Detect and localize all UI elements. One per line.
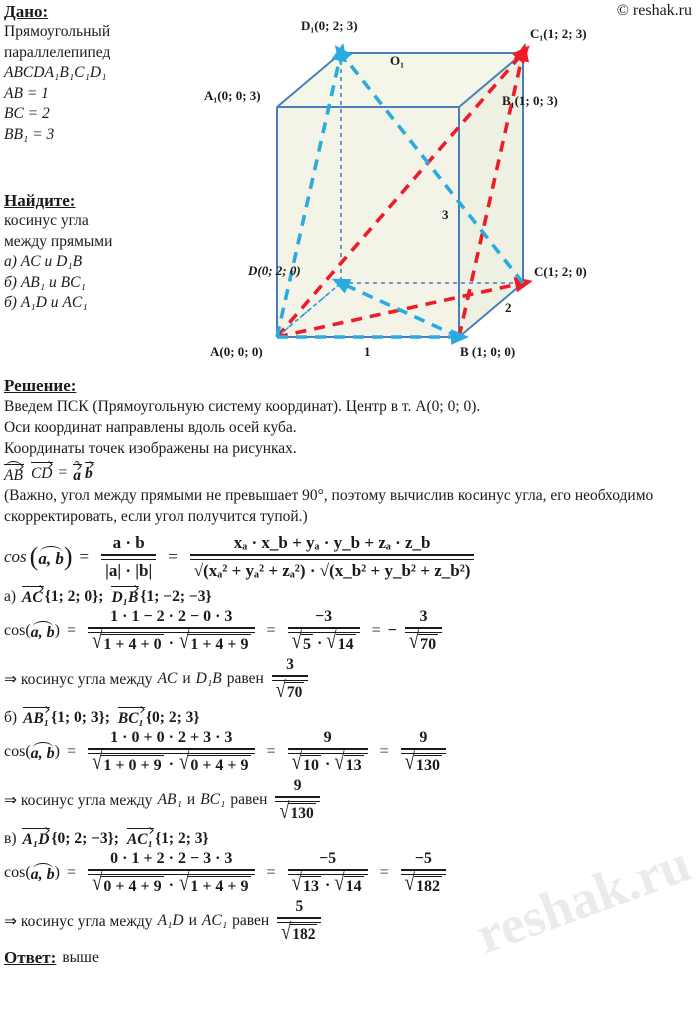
cosine-formula: cos ( a, b ) = a · b |a| · |b| = xₐ · x_b + yₐ · y_b + zₐ · z_b √(xₐ² + yₐ² + zₐ²) · √(x_b² + y_b² + z_b²) [4,533,700,581]
vector-2-name: BC₁ [118,707,144,728]
fraction-step-2 [288,608,360,654]
vector-a-symbol: a [73,464,81,485]
result-sqrt: √ 182 [404,869,441,896]
vector-angle-equation [4,460,700,485]
step2-numerator: −3 [315,608,333,625]
fraction-result [405,608,442,654]
given-heading: Дано: [4,2,49,21]
vector-1-coords: {1; 0; 3}; [51,708,110,726]
answer-numerator: 9 [293,777,302,794]
edge-length-bc: 2 [505,300,512,315]
answer-sqrt: √ 130 [279,798,314,823]
solution-heading: Решение: [4,376,77,395]
find-heading: Найдите: [4,191,76,210]
sqrt-right: √ 13 [334,748,362,775]
conclusion-suffix: равен [226,670,264,687]
formula-args: a, b [31,862,55,884]
numerator: 1 · 1 − 2 · 2 − 0 · 3 [110,608,233,625]
conclusion-and: и [182,670,191,687]
formula-eq2: = [168,547,178,566]
sqrt-right: √ 1 + 4 + 9 [178,627,249,654]
sqrt-left: √ 1 + 0 + 9 [92,748,162,775]
answer-sqrt: √ 182 [281,919,316,944]
part-2-vectors [4,828,700,849]
step2-denominator: √ 10 · √ 13 [291,748,362,775]
sqrt-left: √ 13 [291,869,319,896]
part-0-conclusion [4,656,700,702]
given-line: AB = 1 [4,84,49,102]
formula-args: a, b [31,620,55,642]
parallelepiped-svg [200,0,700,375]
sqrt-left: √ 0 + 4 + 9 [92,869,162,896]
parallelepiped-figure [200,0,700,375]
result-numerator: 3 [419,608,428,625]
sqrt-right: √ 0 + 4 + 9 [178,748,249,775]
result-numerator: −5 [414,850,432,867]
answer-text: выше [62,949,99,966]
vector-1-name: A₁D [22,828,49,849]
vertex-label-C: C(1; 2; 0) [534,264,587,279]
result-sign: − [387,622,397,639]
equals-sign: = [58,463,68,481]
fraction-step-2 [288,850,368,896]
solution-line: Введем ПСК (Прямоугольную систему координат). Центр в т. A(0; 0; 0). [4,398,481,415]
vertex-label-D: D(0; 2; 0) [248,263,301,278]
conclusion-prefix: ⇒ косинус угла между [4,912,153,930]
conclusion-vector-1: AC [157,670,178,687]
vertex-label-C1: C₁(1; 2; 3) [530,26,587,41]
vector-2-coords: {0; 2; 3} [145,708,200,726]
fraction-step-1 [88,729,255,775]
given-line: BB₁ = 3 [4,125,55,143]
cos-label: cos [4,622,26,639]
find-line: косинус угла [4,212,89,229]
part-1-vectors [4,707,700,728]
part-letter: в) [4,829,17,847]
find-item-b: б) AB₁ и BC₁ [4,273,86,291]
result-sqrt: √ 130 [404,748,441,775]
step2-numerator: 9 [323,729,332,746]
conclusion-prefix: ⇒ косинус угла между [4,791,153,809]
denominator: √ 1 + 0 + 9 · √ 0 + 4 + 9 [92,748,249,775]
vector-2-coords: {1; −2; −3} [140,587,212,605]
cos-label: cos [4,547,27,566]
part-0-vectors [4,586,700,607]
vector-1-name: AB₁ [23,707,49,728]
solution-line: Оси координат направлены вдоль осей куба. [4,419,297,436]
solution-parts [4,586,700,944]
answer-numerator: 5 [295,898,304,915]
step2-denominator: √ 5 · √ 14 [291,627,354,654]
formula-num1: a · b [112,533,145,552]
conclusion-vector-2: BC₁ [200,791,226,808]
important-note: (Важно, угол между прямыми не превышает 90°, поэтому вычислив косинус угла, его необходимо скорректировать, если угол получится тупой.) [4,487,654,525]
vertex-label-O1: O₁ [390,53,405,68]
step2-denominator: √ 13 · √ 14 [291,869,362,896]
vector-CD-symbol: CD [31,462,53,483]
cos-label: cos [4,743,26,760]
fraction-result [401,729,446,775]
conclusion-and: и [188,912,197,929]
given-line: ABCDA₁B₁C₁D₁ [4,64,107,81]
part-letter: б) [4,708,18,726]
vector-1-name: AC [22,586,43,607]
result-sqrt: √ 70 [408,627,437,654]
vector-2-name: D₁B [111,586,138,607]
step2-numerator: −5 [319,850,337,867]
sqrt-left: √ 10 [291,748,319,775]
vector-1-coords: {0; 2; −3}; [51,829,119,847]
formula-eq1: = [79,547,90,566]
conclusion-vector-2: D₁B [195,670,222,687]
answer-numerator: 3 [286,656,294,673]
conclusion-suffix: равен [232,912,270,929]
part-letter: а) [4,587,17,605]
vector-AB-symbol: AB [4,464,23,485]
sqrt-right: √ 14 [326,627,354,654]
vertex-label-D1: D₁(0; 2; 3) [301,18,358,33]
conclusion-vector-1: A₁D [157,912,184,929]
sqrt-left: √ 5 [291,627,311,654]
fraction-answer [272,656,309,702]
given-line: BC = 2 [4,105,50,122]
fraction-result [401,850,446,896]
answer-heading: Ответ: [4,948,57,967]
find-line: между прямыми [4,232,113,250]
formula-args: a, b [31,741,55,763]
find-block [4,191,204,314]
watermark-text: reshak.ru [468,832,699,966]
conclusion-suffix: равен [230,791,268,808]
vertex-label-B: B (1; 0; 0) [460,344,516,359]
conclusion-and: и [186,791,196,808]
part-2-equation: cos ( a, b ) = 0 · 1 + 2 · 2 − 3 · 3 √ 0 + 4 + 9 · √ 1 + 4 + 9 = −5 √ 13 · √ 14 = −5 √ 182 [4,850,700,896]
answer-sqrt: √ 70 [275,677,303,702]
edge-length-bb1: 3 [442,207,449,222]
vector-b-symbol: b [85,462,93,483]
vector-1-coords: {1; 2; 0}; [44,587,104,605]
vertex-label-B1: B₁(1; 0; 3) [502,93,558,108]
find-item-c: б) A₁D и AC₁ [4,294,88,311]
sqrt-right: √ 1 + 4 + 9 [178,869,249,896]
conclusion-vector-2: AC₁ [201,912,228,929]
given-block [4,2,204,145]
fraction-answer [275,777,319,823]
copyright-notice: © reshak.ru [616,2,692,19]
part-2-conclusion [4,898,700,944]
solution-block [4,376,700,968]
vector-2-name: AC₁ [127,828,153,849]
vertex-label-A: A(0; 0; 0) [210,344,263,359]
result-numerator: 9 [419,729,428,746]
solution-line: Координаты точек изображены на рисунках. [4,440,297,457]
formula-args: a, b [38,545,64,569]
fraction-answer [277,898,321,944]
conclusion-prefix: ⇒ косинус угла между [4,670,153,688]
part-1-conclusion [4,777,700,823]
part-1-equation: cos ( a, b ) = 1 · 0 + 0 · 2 + 3 · 3 √ 1 + 0 + 9 · √ 0 + 4 + 9 = 9 √ 10 · √ 13 = 9 √ 130 [4,729,700,775]
fraction-step-1 [88,850,255,896]
numerator: 1 · 0 + 0 · 2 + 3 · 3 [110,729,233,746]
edge-length-ab: 1 [364,344,371,359]
given-line: Прямоугольный [4,23,111,40]
vertex-label-A1: A₁(0; 0; 3) [204,88,261,103]
formula-num2: xₐ · x_b + yₐ · y_b + zₐ · z_b [233,533,431,552]
given-line: параллелепипед [4,43,111,61]
cos-label: cos [4,864,26,881]
formula-den2: √(xₐ² + yₐ² + zₐ²) · √(x_b² + y_b² + z_b²) [193,561,471,580]
find-item-a: а) AC и D₁B [4,253,83,270]
vector-2-coords: {1; 2; 3} [155,829,209,847]
sqrt-left: √ 1 + 4 + 0 [92,627,162,654]
part-0-equation: cos ( a, b ) = 1 · 1 − 2 · 2 − 0 · 3 √ 1 + 4 + 0 · √ 1 + 4 + 9 = −3 √ 5 · √ 14 = − 3 √ 70 [4,608,700,654]
denominator: √ 1 + 4 + 0 · √ 1 + 4 + 9 [92,627,249,654]
denominator: √ 0 + 4 + 9 · √ 1 + 4 + 9 [92,869,249,896]
fraction-step-2 [288,729,368,775]
numerator: 0 · 1 + 2 · 2 − 3 · 3 [110,850,233,867]
formula-den1: |a| · |b| [105,561,153,580]
conclusion-vector-1: AB₁ [157,791,182,808]
fraction-step-1 [88,608,255,654]
sqrt-right: √ 14 [334,869,362,896]
